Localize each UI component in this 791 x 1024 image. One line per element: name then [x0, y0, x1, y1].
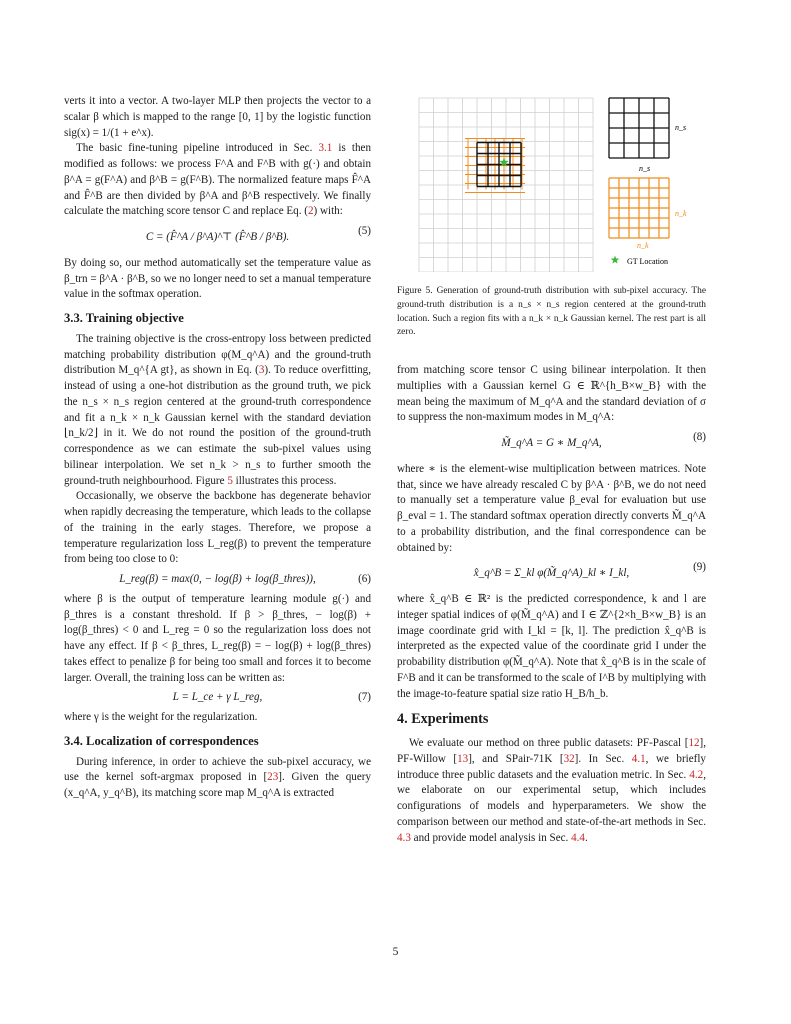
- paragraph: [397, 736, 706, 846]
- text: ). To reduce overfitting, instead of using a one-hot distribution as the ground truth, we pick the n_s × n_s region centered at the ground-truth correspondence and fit a n_k × n_k Gaussian kernel with the standard deviation ⌊n_k/2⌋ in it. We do not round the position of the ground-truth correspondence as we can estimate the sub-pixel values using bilinear interpolation. We set n_k > n_s to further smooth the ground-truth neighbourhood. Figure: [64, 364, 371, 487]
- section-heading: 3.4. Localization of correspondences: [64, 733, 259, 748]
- ref-link[interactable]: 2: [307, 205, 314, 218]
- ref-link[interactable]: 4.3: [397, 831, 411, 844]
- ref-link[interactable]: 3.1: [318, 142, 333, 155]
- text: .: [584, 831, 588, 844]
- equation-number: (5): [358, 225, 371, 237]
- ref-link[interactable]: 4.1: [631, 752, 646, 765]
- cite-link[interactable]: 32: [563, 752, 575, 765]
- label-nk-right: n_k: [675, 209, 687, 218]
- equation-number: (8): [693, 431, 706, 443]
- equation-9: [397, 560, 706, 588]
- equation-number: (6): [358, 573, 371, 585]
- text: The training objective is the cross-entropy loss between predicted matching probability distribution φ(M_q^A) and the ground-truth distribution M_q^{A gt}, as shown in Eq. (: [64, 332, 371, 377]
- right-column: [397, 363, 706, 846]
- equation-number: (9): [693, 561, 706, 574]
- equation-text: L_reg(β) = max(0, − log(β) + log(β_thres)),: [119, 573, 316, 585]
- ref-link[interactable]: 3: [258, 364, 265, 377]
- text: During inference, in order to achieve the sub-pixel accuracy, we use the kernel soft-argmax proposed in [: [64, 755, 371, 784]
- text: ], and SPair-71K [: [468, 752, 564, 765]
- text: We evaluate our method on three public datasets: PF-Pascal [: [409, 737, 689, 749]
- equation-text: L = L_ce + γ L_reg,: [172, 691, 263, 704]
- paragraph: where γ is the weight for the regularization.: [64, 711, 258, 723]
- ref-link[interactable]: 5: [227, 474, 233, 487]
- legend-label: GT Location: [627, 257, 668, 266]
- paragraph: [64, 755, 371, 802]
- equation-8: [397, 430, 706, 458]
- paragraph: By doing so, our method automatically set the temperature value as β_trn = β^A · β^B, so we no longer need to set a manual temperature value in the softmax operation.: [64, 256, 371, 301]
- label-ns-top: n_s: [675, 123, 687, 132]
- equation-number: (7): [358, 691, 371, 704]
- equation-text: M̃_q^A = G ∗ M_q^A,: [501, 437, 602, 449]
- equation-7: [64, 690, 371, 706]
- legend-star-icon: [611, 256, 620, 264]
- label-nk-bottom: n_k: [637, 241, 649, 250]
- ns-kernel-box: [609, 98, 669, 158]
- page-number: 5: [392, 946, 399, 958]
- center-region: [465, 139, 525, 193]
- cite-link[interactable]: 13: [457, 752, 469, 765]
- equation-5: [64, 224, 371, 252]
- text: ], PF-Willow [: [397, 737, 706, 765]
- figure-caption: Figure 5. Generation of ground-truth distribution with sub-pixel accuracy. The ground-truth distribution is a n_s × n_s region centered at the ground-truth location. Such a region fits with a n_k × n_k Gaussian kernel. The rest part is all zero.: [397, 286, 706, 338]
- equation-6: [64, 572, 371, 588]
- figure-5: [397, 92, 709, 272]
- paragraph: [64, 141, 371, 220]
- figure-5-diagram: [397, 92, 709, 272]
- paragraph: verts it into a vector. A two-layer MLP then projects the vector to a scalar β which is mapped to the range [0, 1] by the logistic function sig(x) = 1/(1 + e^x).: [64, 95, 371, 139]
- text: is then modified as follows: we process F^A and F^B with g(·) and obtain β^A = g(F^A) and β^B = g(F^B). The normalized feature maps F̂^A and F̂^B are then divided by β^A and β^B respectively. We finally calculate the matching score tensor C and replace Eq. (: [64, 142, 371, 218]
- text: ]. In Sec.: [574, 752, 632, 765]
- label-ns-bottom: n_s: [639, 164, 651, 173]
- paragraph: where ∗ is the element-wise multiplication between matrices. Note that, since we have already rescaled C by β^A · β^B, we do not need to manually set a temperature value β_eval for evaluation but use β_eval = 1. The standard softmax operation directly converts M̃_q^A to a probability distribution, and the final correspondence can be obtained by:: [397, 462, 706, 554]
- ref-link[interactable]: 23: [267, 771, 279, 784]
- text: illustrates this process.: [232, 474, 337, 487]
- text: , we elaborate on our experimental setup, which includes configurations of models and hyperparameters. We show the comparison between our method and state-of-the-art methods in Sec.: [397, 768, 706, 828]
- ref-link[interactable]: 4.2: [689, 768, 704, 781]
- ref-link[interactable]: 4.4: [571, 831, 585, 844]
- section-heading: 4. Experiments: [397, 711, 489, 728]
- text: and provide model analysis in Sec.: [410, 831, 572, 844]
- feature-grid: [419, 98, 593, 272]
- equation-text: C = (F̂^A / β^A)^⊤ (F̂^B / β^B).: [145, 231, 290, 243]
- nk-kernel-box: [609, 178, 669, 238]
- paragraph: from matching score tensor C using bilinear interpolation. It then multiplies with a Gaussian kernel G ∈ ℝ^{h_B×w_B} with the mean being the maximum of M_q^A and the standard deviation of σ to suppress the non-maximum modes in M_q^A:: [397, 364, 706, 424]
- paragraph: Occasionally, we observe the backbone has degenerate behavior when rapidly decreasing the temperature, which leads to the collapse of the training in the early stages. Therefore, we propose a temperature regularization loss L_reg(β) to prevent the temperature from being too close to 0:: [64, 490, 371, 566]
- paragraph: [64, 332, 371, 490]
- paragraph: where x̂_q^B ∈ ℝ² is the predicted correspondence, k and l are integer spatial indices of φ(M̃_q^A) and I ∈ ℤ^{2×h_B×w_B} is an image coordinate grid with I_kl = [k, l]. The prediction x̂_q^B is interpreted as the expected value of the coordinate grid I under the probability distribution φ(M̃_q^A). Note that x̂_q^B is in the scale of F^B and it can be transformed to the scale of I^B by multiplying with the image-to-feature spatial size ratio H_B/h_b.: [397, 593, 706, 700]
- paragraph: where β is the output of temperature learning module g(·) and β_thres is a constant threshold. If β > β_thres, − log(β) + log(β_thres) < 0 and L_reg = 0 so the regularization loss does not have any effect. If β < β_thres, L_reg(β) = − log(β) + log(β_thres) takes effect to penalize β for being too small and forces it to become larger. Overall, the training loss can be written as:: [64, 592, 371, 684]
- cite-link[interactable]: 12: [688, 737, 700, 749]
- left-column: [64, 94, 371, 802]
- text: , we briefly introduce three public datasets and the evaluation metric. In Sec.: [397, 752, 706, 781]
- text: ) with:: [313, 205, 343, 218]
- equation-text: x̂_q^B = Σ_kl φ(M̃_q^A)_kl ∗ I_kl,: [473, 567, 630, 580]
- text: ]. Given the query (x_q^A, y_q^B), its matching score map M_q^A is extracted: [64, 771, 371, 799]
- text: The basic fine-tuning pipeline introduced in Sec.: [76, 142, 319, 155]
- section-heading: 3.3. Training objective: [64, 311, 184, 325]
